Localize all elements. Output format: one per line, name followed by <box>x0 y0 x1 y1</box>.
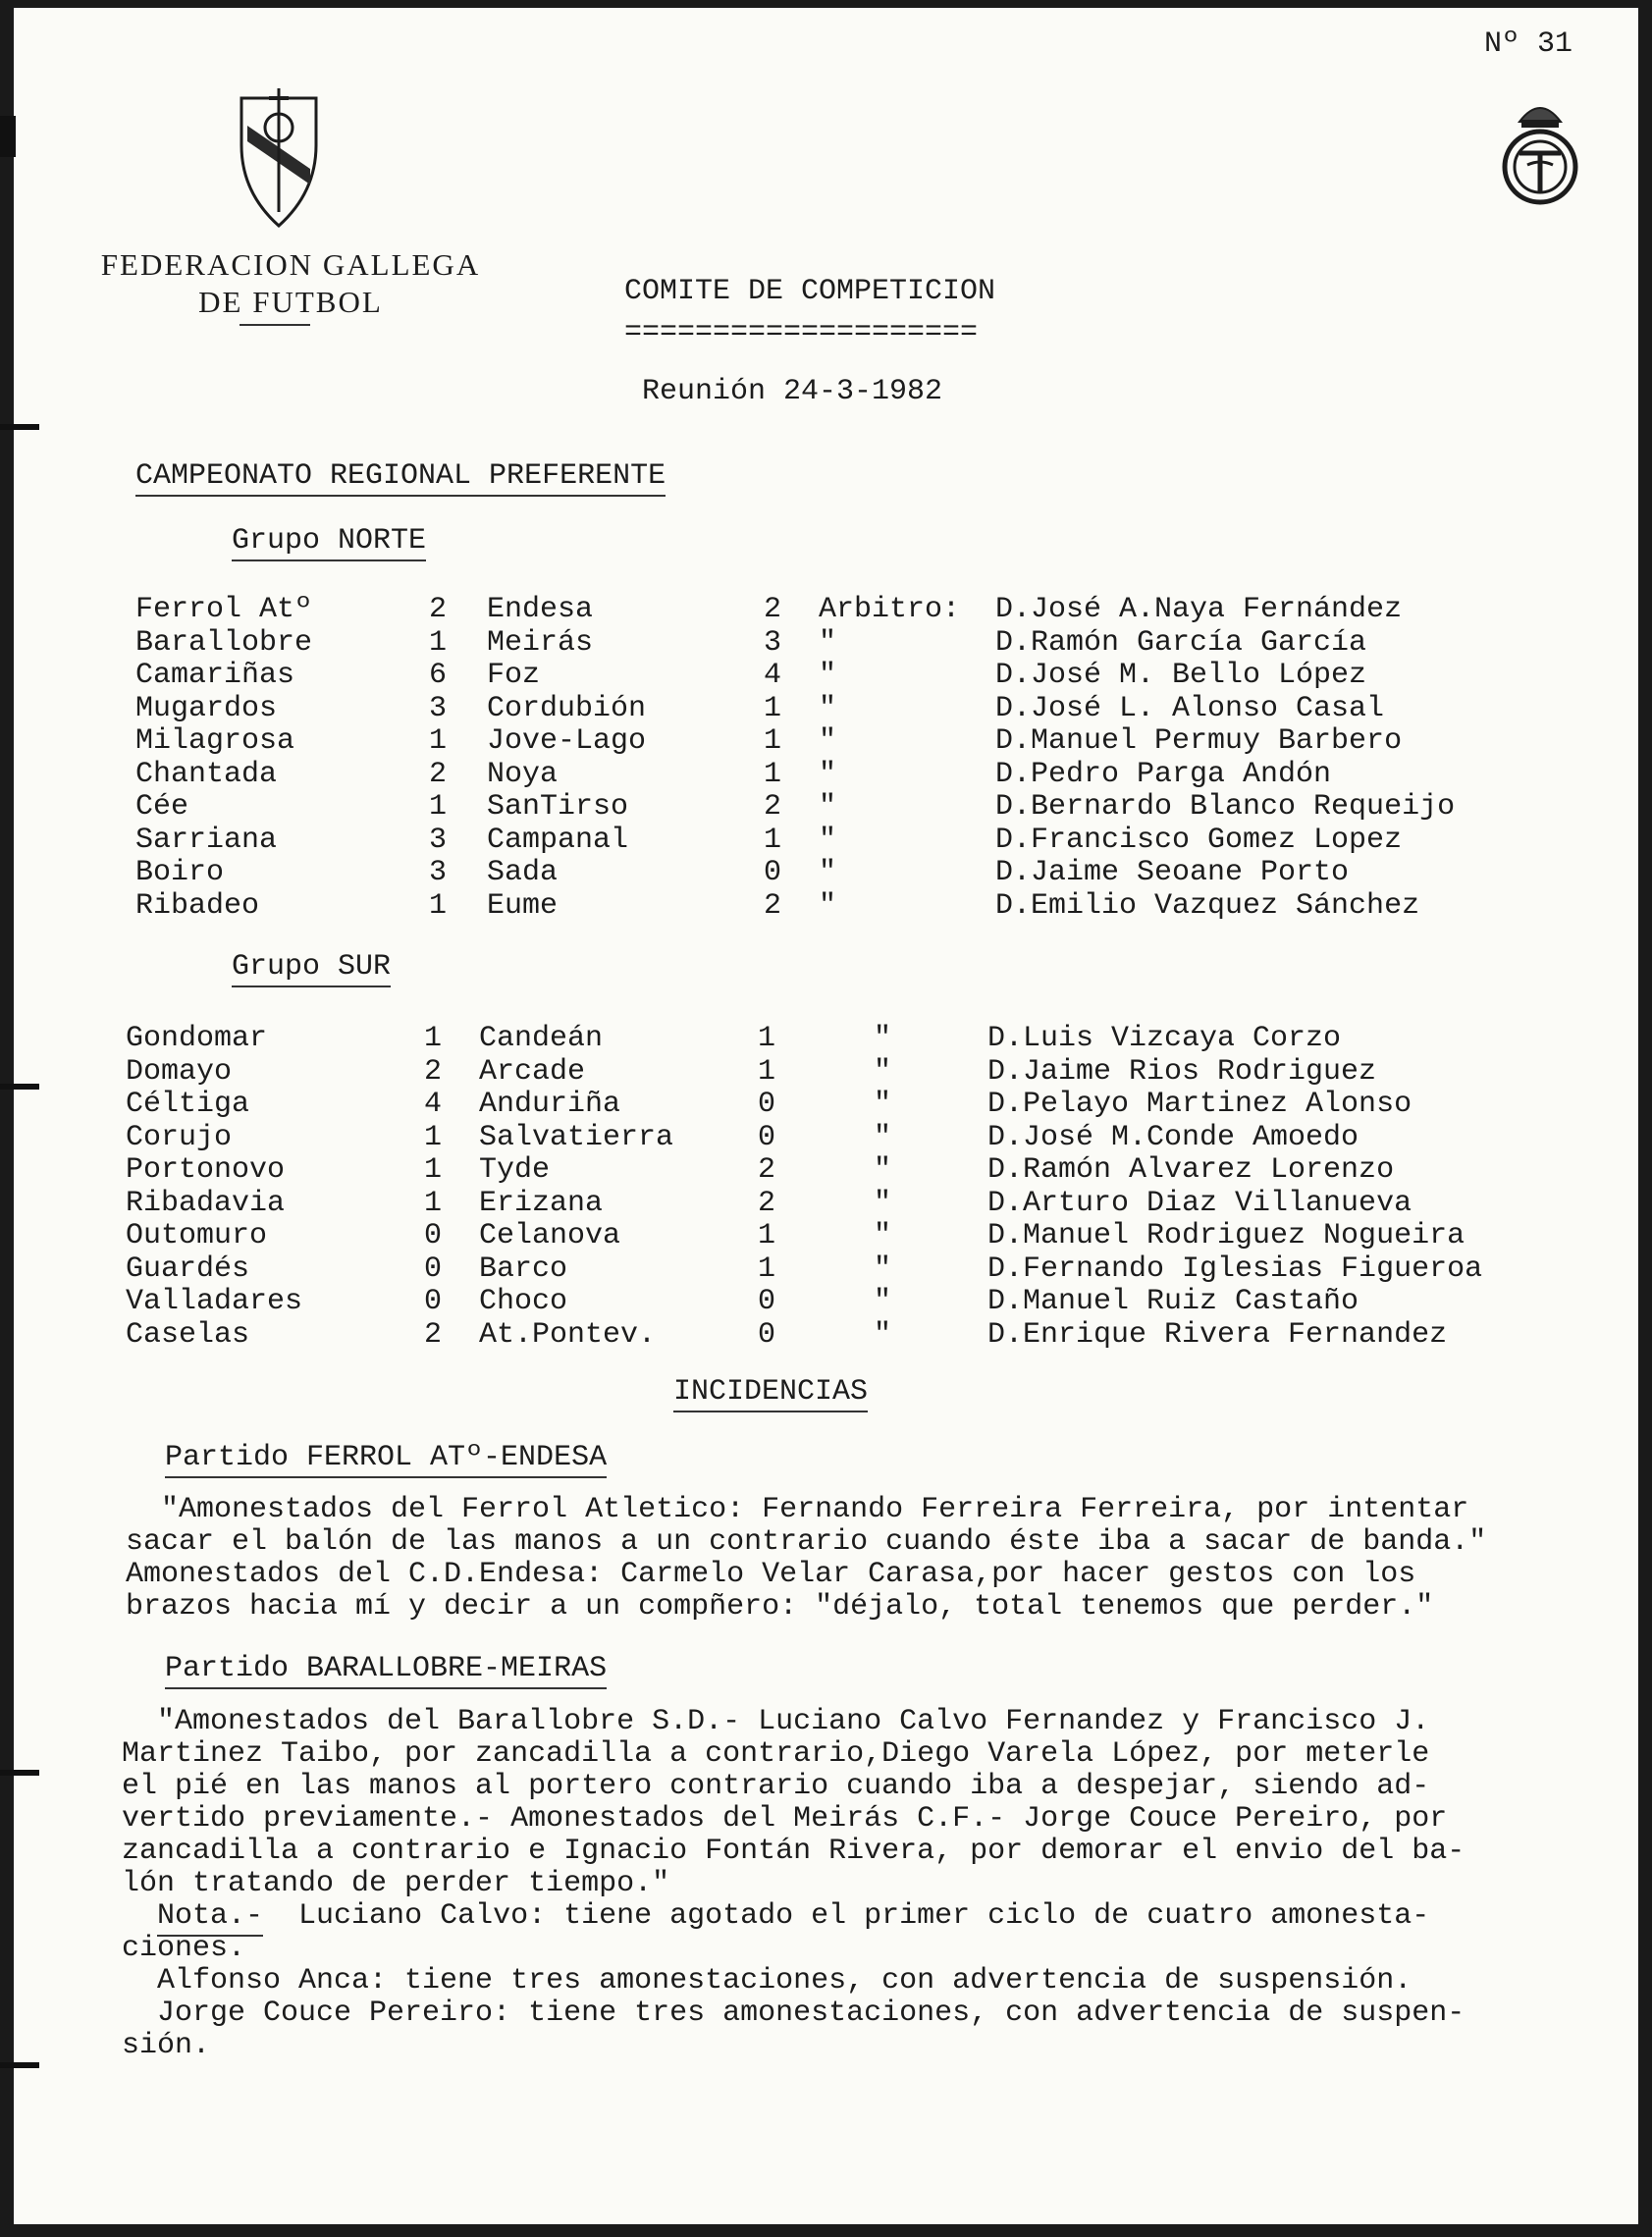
referee-label: " <box>874 1120 892 1154</box>
incidencias-title <box>673 1375 868 1409</box>
home-goals: 0 <box>424 1219 443 1252</box>
match1-line: brazos hacia mí y decir a un compñero: "déjalo, total tenemos que perder." <box>126 1590 1434 1624</box>
match2-title <box>165 1652 607 1685</box>
referee-name: D.Pelayo Martinez Alonso <box>987 1088 1412 1121</box>
home-goals: 0 <box>424 1285 443 1318</box>
away-goals: 2 <box>764 593 782 626</box>
away-goals: 1 <box>764 691 782 725</box>
referee-label: " <box>874 1022 892 1055</box>
document-page <box>14 8 1638 2224</box>
nota-text: Luciano Calvo: tiene agotado el primer ciclo de cuatro amonesta- <box>298 1899 1430 1933</box>
match-row <box>14 790 1638 824</box>
home-goals: 1 <box>429 790 448 824</box>
away-goals: 1 <box>758 1054 776 1089</box>
home-team: Portonovo <box>126 1153 286 1187</box>
federation-shield-logo <box>230 86 328 234</box>
away-goals: 1 <box>758 1219 776 1252</box>
home-goals: 1 <box>424 1153 443 1187</box>
home-team: Sarriana <box>135 823 278 857</box>
nota-line: ciones. <box>122 1932 246 1965</box>
away-team: Foz <box>487 659 541 692</box>
referee-label: " <box>874 1054 892 1089</box>
match2-line: "Amonestados del Barallobre S.D.- Luciano Calvo Fernandez y Francisco J. <box>157 1705 1430 1738</box>
match-row <box>14 1055 1638 1089</box>
match2-line: zancadilla a contrario e Ignacio Fontán Rivera, por demorar el envio del ba- <box>122 1835 1465 1868</box>
away-goals: 1 <box>758 1252 776 1286</box>
grupo-sur-title <box>232 950 391 984</box>
match1-line: sacar el balón de las manos a un contrario cuando éste iba a sacar de banda." <box>126 1525 1487 1559</box>
match2-title-text: Partido BARALLOBRE-MEIRAS <box>165 1652 607 1689</box>
away-goals: 2 <box>758 1153 776 1187</box>
home-goals: 0 <box>424 1252 443 1286</box>
referee-name: D.José M.Conde Amoedo <box>987 1120 1359 1154</box>
match-row <box>14 758 1638 791</box>
referee-label: " <box>819 856 837 889</box>
match-row <box>14 1318 1638 1352</box>
nota-line: Alfonso Anca: tiene tres amonestaciones, con advertencia de suspensión. <box>122 1964 1412 1997</box>
match-row <box>14 692 1638 725</box>
federation-rule <box>240 324 310 326</box>
home-team: Caselas <box>126 1317 250 1352</box>
referee-label: Arbitro: <box>819 593 961 626</box>
away-goals: 0 <box>758 1088 776 1121</box>
away-team: Eume <box>487 888 559 923</box>
referee-label: " <box>874 1285 892 1318</box>
referee-name: D.Ramón García García <box>995 625 1367 660</box>
away-team: Barco <box>479 1252 568 1286</box>
referee-name: D.Arturo Diaz Villanueva <box>987 1186 1412 1220</box>
referee-label: " <box>874 1317 892 1352</box>
home-team: Cée <box>135 790 189 824</box>
match-row <box>14 1088 1638 1121</box>
away-goals: 1 <box>764 724 782 758</box>
referee-name: D.Jaime Rios Rodriguez <box>987 1054 1377 1089</box>
away-team: Campanal <box>487 823 629 857</box>
referee-label: " <box>874 1219 892 1252</box>
away-goals: 2 <box>758 1186 776 1220</box>
away-team: Anduriña <box>479 1088 621 1121</box>
referee-name: D.Manuel Rodriguez Nogueira <box>987 1219 1465 1252</box>
binder-mark <box>0 2062 39 2068</box>
away-team: At.Pontev. <box>479 1317 657 1352</box>
referee-name: D.Fernando Iglesias Figueroa <box>987 1252 1483 1286</box>
home-team: Corujo <box>126 1120 233 1154</box>
championship-title-text: CAMPEONATO REGIONAL PREFERENTE <box>135 459 666 497</box>
away-goals: 0 <box>758 1285 776 1318</box>
home-team: Ribadavia <box>126 1186 286 1220</box>
nota-line: sión. <box>122 2029 211 2062</box>
away-goals: 0 <box>758 1120 776 1154</box>
referee-label: " <box>819 625 837 660</box>
federation-name <box>84 246 497 321</box>
home-team: Valladares <box>126 1285 303 1318</box>
away-goals: 2 <box>764 790 782 824</box>
match-row <box>14 889 1638 923</box>
home-goals: 1 <box>424 1186 443 1220</box>
away-team: Salvatierra <box>479 1120 674 1154</box>
binder-mark <box>0 116 16 157</box>
home-goals: 1 <box>429 625 448 660</box>
referee-label: " <box>874 1088 892 1121</box>
match-row <box>14 1022 1638 1055</box>
referee-label: " <box>874 1186 892 1220</box>
away-team: SanTirso <box>487 790 629 824</box>
away-goals: 1 <box>758 1022 776 1055</box>
away-goals: 0 <box>764 856 782 889</box>
referee-name: D.Ramón Alvarez Lorenzo <box>987 1153 1395 1187</box>
match2-text <box>122 1706 1465 2062</box>
referee-name: D.Emilio Vazquez Sánchez <box>995 888 1420 923</box>
away-team: Tyde <box>479 1153 551 1187</box>
match-row <box>14 1285 1638 1318</box>
match2-line: vertido previamente.- Amonestados del Meirás C.F.- Jorge Couce Pereiro, por <box>122 1802 1448 1836</box>
home-goals: 1 <box>424 1120 443 1154</box>
away-team: Meirás <box>487 625 594 660</box>
home-goals: 2 <box>424 1317 443 1352</box>
match-row <box>14 824 1638 857</box>
home-goals: 1 <box>429 724 448 758</box>
binder-mark <box>0 1770 39 1776</box>
referee-name: D.José L. Alonso Casal <box>995 691 1385 725</box>
away-goals: 2 <box>764 888 782 923</box>
away-team: Sada <box>487 856 559 889</box>
away-team: Cordubión <box>487 691 647 725</box>
away-goals: 3 <box>764 625 782 660</box>
away-team: Arcade <box>479 1054 586 1089</box>
referee-label: " <box>819 757 837 791</box>
referee-label: " <box>819 691 837 725</box>
home-team: Domayo <box>126 1054 233 1089</box>
match-row <box>14 1219 1638 1252</box>
match1-title <box>165 1441 607 1474</box>
referee-name: D.Enrique Rivera Fernandez <box>987 1317 1448 1352</box>
referee-label: " <box>819 724 837 758</box>
match2-line: el pié en las manos al portero contrario cuando iba a despejar, siendo ad- <box>122 1770 1430 1803</box>
home-team: Mugardos <box>135 691 278 725</box>
home-team: Guardés <box>126 1252 250 1286</box>
away-team: Celanova <box>479 1219 621 1252</box>
home-goals: 6 <box>429 659 448 692</box>
match1-line: Amonestados del C.D.Endesa: Carmelo Velar Carasa,por hacer gestos con los <box>126 1558 1416 1591</box>
away-team: Jove-Lago <box>487 724 647 758</box>
home-team: Milagrosa <box>135 724 295 758</box>
away-goals: 1 <box>764 757 782 791</box>
referee-name: D.Manuel Ruiz Castaño <box>987 1285 1359 1318</box>
committee-title: COMITE DE COMPETICION <box>624 275 996 308</box>
home-goals: 2 <box>429 757 448 791</box>
referee-name: D.Luis Vizcaya Corzo <box>987 1022 1342 1055</box>
meeting-date: Reunión 24-3-1982 <box>642 375 943 408</box>
referee-name: D.Jaime Seoane Porto <box>995 856 1350 889</box>
match-row <box>14 856 1638 889</box>
home-team: Camariñas <box>135 659 295 692</box>
referee-name: D.José M. Bello López <box>995 659 1367 692</box>
match2-line: lón tratando de perder tiempo." <box>122 1867 670 1900</box>
referee-label: " <box>874 1153 892 1187</box>
away-goals: 4 <box>764 659 782 692</box>
home-goals: 3 <box>429 823 448 857</box>
away-team: Erizana <box>479 1186 604 1220</box>
home-team: Céltiga <box>126 1088 250 1121</box>
home-team: Outomuro <box>126 1219 268 1252</box>
match-row <box>14 724 1638 758</box>
away-team: Candeán <box>479 1022 604 1055</box>
rfef-crest-logo <box>1498 88 1582 212</box>
federation-name-line1: FEDERACION GALLEGA <box>100 247 481 282</box>
match-row <box>14 1153 1638 1187</box>
referee-name: D.Francisco Gomez Lopez <box>995 823 1403 857</box>
binder-mark <box>0 424 39 430</box>
home-goals: 1 <box>424 1022 443 1055</box>
committee-double-underline: ==================== <box>624 316 979 349</box>
nota-label: Nota.- <box>157 1899 263 1937</box>
referee-name: D.José A.Naya Fernández <box>995 593 1403 626</box>
away-team: Choco <box>479 1285 568 1318</box>
document-number: Nº 31 <box>1484 27 1573 61</box>
grupo-sur-title-text: Grupo SUR <box>232 950 391 987</box>
referee-label: " <box>874 1252 892 1286</box>
referee-name: D.Manuel Permuy Barbero <box>995 724 1403 758</box>
home-team: Boiro <box>135 856 225 889</box>
home-team: Ferrol Atº <box>135 593 313 626</box>
match-row <box>14 626 1638 660</box>
nota-line: Jorge Couce Pereiro: tiene tres amonestaciones, con advertencia de suspen- <box>122 1997 1465 2030</box>
home-team: Ribadeo <box>135 888 260 923</box>
match1-line: "Amonestados del Ferrol Atletico: Fernando Ferreira Ferreira, por intentar <box>161 1493 1469 1526</box>
referee-label: " <box>819 823 837 857</box>
nota-line <box>122 1900 1465 1933</box>
away-team: Endesa <box>487 593 594 626</box>
home-team: Chantada <box>135 757 278 791</box>
referee-label: " <box>819 790 837 824</box>
incidencias-title-text: INCIDENCIAS <box>673 1375 868 1412</box>
referee-name: D.Pedro Parga Andón <box>995 757 1332 791</box>
match1-text <box>126 1494 1486 1624</box>
referee-label: " <box>819 659 837 692</box>
grupo-norte-title-text: Grupo NORTE <box>232 524 426 561</box>
home-goals: 3 <box>429 856 448 889</box>
match-row <box>14 1252 1638 1286</box>
home-goals: 1 <box>429 888 448 923</box>
away-team: Noya <box>487 757 559 791</box>
away-goals: 1 <box>764 823 782 857</box>
referee-name: D.Bernardo Blanco Requeijo <box>995 790 1456 824</box>
home-team: Barallobre <box>135 625 313 660</box>
home-goals: 4 <box>424 1088 443 1121</box>
match2-line: Martinez Taibo, por zancadilla a contrario,Diego Varela López, por meterle <box>122 1737 1430 1771</box>
home-goals: 2 <box>429 593 448 626</box>
home-goals: 3 <box>429 691 448 725</box>
match-row <box>14 659 1638 692</box>
federation-name-line2: DE FUTBOL <box>198 285 383 319</box>
referee-label: " <box>819 888 837 923</box>
away-goals: 0 <box>758 1317 776 1352</box>
match-row <box>14 1187 1638 1220</box>
home-team: Gondomar <box>126 1022 268 1055</box>
grupo-norte-title <box>232 524 426 558</box>
home-goals: 2 <box>424 1054 443 1089</box>
match-row <box>14 593 1638 626</box>
championship-title <box>135 459 666 493</box>
match-row <box>14 1121 1638 1154</box>
match1-title-text: Partido FERROL ATº-ENDESA <box>165 1441 607 1478</box>
